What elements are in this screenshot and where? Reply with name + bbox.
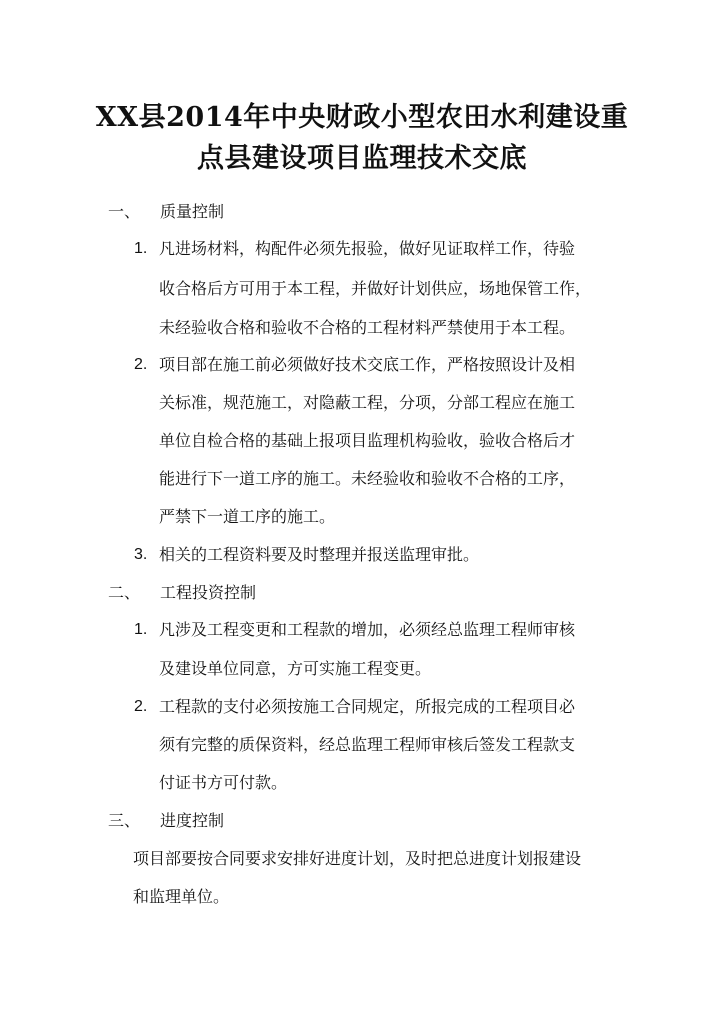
section-3-title: 进度控制 <box>160 811 225 830</box>
section-2-item-2-number: 2. <box>134 698 148 715</box>
section-1-item-3-number: 3. <box>134 546 148 563</box>
section-1-item-2-number: 2. <box>134 356 148 373</box>
section-2-item-2-line-3: 付证书方可付款。 <box>159 773 288 792</box>
section-1-item-2-line-2: 关标准，规范施工，对隐蔽工程，分项，分部工程应在施工 <box>159 393 576 412</box>
section-1-item-1-number: 1. <box>134 240 148 257</box>
section-2-item-2-line-1: 工程款的支付必须按施工合同规定，所报完成的工程项目必 <box>159 697 576 716</box>
section-1-item-2-line-1: 项目部在施工前必须做好技术交底工作，严格按照设计及相 <box>159 355 576 374</box>
section-1-item-2-line-5: 严禁下一道工序的施工。 <box>159 507 336 526</box>
section-3-paragraph-line-2: 和监理单位。 <box>133 887 230 906</box>
section-2-title: 工程投资控制 <box>160 583 257 602</box>
section-2-item-2-line-2: 须有完整的质保资料，经总监理工程师审核后签发工程款支 <box>159 735 576 754</box>
document-title-line-1: XX县2014年中央财政小型农田水利建设重 <box>95 102 629 133</box>
section-3-number: 三、 <box>108 811 141 830</box>
section-1-item-1-line-2: 收合格后方可用于本工程，并做好计划供应，场地保管工作， <box>159 279 592 298</box>
section-1-item-1-line-3: 未经验收合格和验收不合格的工程材料严禁使用于本工程。 <box>159 318 576 337</box>
section-1-item-3-line-1: 相关的工程资料要及时整理并报送监理审批。 <box>159 545 480 564</box>
section-1-item-2-line-3: 单位自检合格的基础上报项目监理机构验收，验收合格后才 <box>159 431 576 450</box>
section-2-number: 二、 <box>108 583 141 602</box>
section-2-item-1-line-1: 凡涉及工程变更和工程款的增加，必须经总监理工程师审核 <box>159 620 576 639</box>
document-title-line-2: 点县建设项目监理技术交底 <box>197 143 527 174</box>
section-1-item-1-line-1: 凡进场材料，构配件必须先报验，做好见证取样工作，待验 <box>159 239 576 258</box>
section-2-item-1-number: 1. <box>134 621 148 638</box>
section-1-number: 一、 <box>108 202 141 221</box>
section-3-paragraph-line-1: 项目部要按合同要求安排好进度计划，及时把总进度计划报建设 <box>133 849 582 868</box>
section-2-item-1-line-2: 及建设单位同意，方可实施工程变更。 <box>159 659 432 678</box>
section-1-title: 质量控制 <box>160 202 225 221</box>
section-1-item-2-line-4: 能进行下一道工序的施工。未经验收和验收不合格的工序， <box>159 469 576 488</box>
